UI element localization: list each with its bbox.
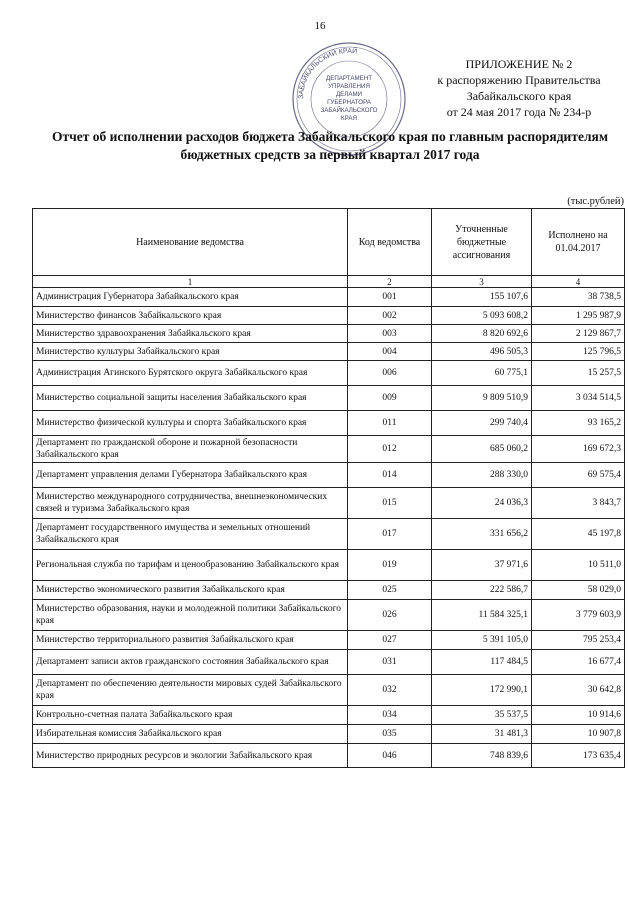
agency-name-cell: Министерство социальной защиты населения Забайкальского края [33, 386, 348, 411]
budget-cell: 299 740,4 [432, 411, 532, 436]
agency-name-cell: Министерство культуры Забайкальского края [33, 343, 348, 361]
agency-name-cell: Департамент по обеспечению деятельности мировых судей Забайкальского края [33, 675, 348, 706]
report-title-line: Отчет об исполнении расходов бюджета Забайкальского края по главным распорядителям [51, 129, 609, 144]
table-row [33, 436, 625, 463]
executed-cell: 795 253,4 [532, 631, 625, 650]
agency-name-cell: Департамент записи актов гражданского состояния Забайкальского края [33, 650, 348, 675]
executed-cell: 58 029,0 [532, 581, 625, 600]
agency-name-cell: Избирательная комиссия Забайкальского края [33, 725, 348, 744]
agency-code-cell: 025 [348, 581, 432, 600]
budget-cell: 11 584 325,1 [432, 600, 532, 631]
agency-code-cell: 015 [348, 488, 432, 519]
agency-code-cell: 009 [348, 386, 432, 411]
table-row [33, 343, 625, 361]
header-budget: Уточненные бюджетные ассигнования [432, 209, 532, 276]
agency-code-cell: 001 [348, 288, 432, 307]
table-row [33, 519, 625, 550]
column-number: 2 [348, 276, 432, 288]
column-number: 1 [33, 276, 348, 288]
table-row [33, 725, 625, 744]
appendix-date: от 24 мая 2017 года № 234-р [446, 105, 592, 119]
appendix-line: Забайкальского края [466, 89, 572, 103]
agency-name-cell: Региональная служба по тарифам и ценообразованию Забайкальского края [33, 550, 348, 581]
table-row [33, 581, 625, 600]
agency-code-cell: 003 [348, 325, 432, 343]
agency-name-cell: Министерство здравоохранения Забайкальского края [33, 325, 348, 343]
agency-name-cell: Министерство образования, науки и молодежной политики Забайкальского края [33, 600, 348, 631]
agency-name-cell: Контрольно-счетная палата Забайкальского края [33, 706, 348, 725]
executed-cell: 10 907,8 [532, 725, 625, 744]
executed-cell: 93 165,2 [532, 411, 625, 436]
table-row [33, 675, 625, 706]
agency-code-cell: 019 [348, 550, 432, 581]
executed-cell: 3 843,7 [532, 488, 625, 519]
budget-cell: 31 481,3 [432, 725, 532, 744]
budget-cell: 60 775,1 [432, 361, 532, 386]
stamp-line: ЗАБАЙКАЛЬСКОГО [320, 107, 378, 114]
report-title-line: бюджетных средств за первый квартал 2017 года [180, 147, 480, 162]
table-row [33, 488, 625, 519]
executed-cell: 10 511,0 [532, 550, 625, 581]
agency-name-cell: Департамент государственного имущества и земельных отношений Забайкальского края [33, 519, 348, 550]
executed-cell: 69 575,4 [532, 463, 625, 488]
expenditure-table [32, 208, 625, 768]
header-code: Код ведомства [348, 209, 432, 276]
agency-name-cell: Министерство международного сотрудничества, внешнеэкономических связей и туризма Забайкальского края [33, 488, 348, 519]
budget-cell: 496 505,3 [432, 343, 532, 361]
table-row [33, 744, 625, 768]
agency-code-cell: 046 [348, 744, 432, 768]
budget-cell: 35 537,5 [432, 706, 532, 725]
table-row [33, 325, 625, 343]
agency-name-cell: Департамент управления делами Губернатора Забайкальского края [33, 463, 348, 488]
agency-code-cell: 004 [348, 343, 432, 361]
stamp-line: ДЕЛАМИ [335, 91, 363, 98]
appendix-block [404, 56, 634, 120]
executed-cell: 173 635,4 [532, 744, 625, 768]
agency-code-cell: 035 [348, 725, 432, 744]
agency-code-cell: 011 [348, 411, 432, 436]
agency-name-cell: Министерство природных ресурсов и экологии Забайкальского края [33, 744, 348, 768]
stamp-line: УПРАВЛЕНИЯ [328, 83, 370, 90]
budget-cell: 117 484,5 [432, 650, 532, 675]
budget-cell: 9 809 510,9 [432, 386, 532, 411]
budget-cell: 172 990,1 [432, 675, 532, 706]
agency-code-cell: 012 [348, 436, 432, 463]
budget-cell: 5 093 608,2 [432, 307, 532, 325]
agency-code-cell: 006 [348, 361, 432, 386]
agency-name-cell: Министерство экономического развития Забайкальского края [33, 581, 348, 600]
agency-code-cell: 017 [348, 519, 432, 550]
executed-cell: 16 677,4 [532, 650, 625, 675]
table-row [33, 650, 625, 675]
executed-cell: 15 257,5 [532, 361, 625, 386]
header-name: Наименование ведомства [33, 209, 348, 276]
table-row [33, 550, 625, 581]
table-row [33, 631, 625, 650]
stamp-line: КРАЯ [341, 115, 357, 122]
table-row [33, 361, 625, 386]
executed-cell: 45 197,8 [532, 519, 625, 550]
budget-cell: 8 820 692,6 [432, 325, 532, 343]
budget-cell: 288 330,0 [432, 463, 532, 488]
budget-cell: 331 656,2 [432, 519, 532, 550]
agency-name-cell: Департамент по гражданской обороне и пожарной безопасности Забайкальского края [33, 436, 348, 463]
agency-name-cell: Министерство финансов Забайкальского края [33, 307, 348, 325]
header-executed: Исполнено на 01.04.2017 [532, 209, 625, 276]
budget-cell: 37 971,6 [432, 550, 532, 581]
report-title [40, 128, 620, 164]
table-row [33, 411, 625, 436]
column-number-row [33, 276, 625, 288]
agency-name-cell: Администрация Губернатора Забайкальского края [33, 288, 348, 307]
agency-code-cell: 034 [348, 706, 432, 725]
table-row [33, 463, 625, 488]
agency-code-cell: 026 [348, 600, 432, 631]
table-row [33, 386, 625, 411]
agency-code-cell: 027 [348, 631, 432, 650]
stamp-ring-text: ЗАБАЙКАЛЬСКИЙ КРАЙ [297, 47, 358, 100]
budget-cell: 155 107,6 [432, 288, 532, 307]
agency-code-cell: 014 [348, 463, 432, 488]
table-row [33, 288, 625, 307]
executed-cell: 169 672,3 [532, 436, 625, 463]
executed-cell: 10 914,6 [532, 706, 625, 725]
executed-cell: 3 034 514,5 [532, 386, 625, 411]
header-row [33, 209, 625, 276]
executed-cell: 3 779 603,9 [532, 600, 625, 631]
units-label: (тыс.рублей) [567, 196, 624, 207]
column-number: 4 [532, 276, 625, 288]
agency-name-cell: Администрация Агинского Бурятского округа Забайкальского края [33, 361, 348, 386]
agency-code-cell: 002 [348, 307, 432, 325]
budget-cell: 5 391 105,0 [432, 631, 532, 650]
executed-cell: 2 129 867,7 [532, 325, 625, 343]
table-row [33, 706, 625, 725]
stamp-line: ДЕПАРТАМЕНТ [326, 75, 372, 82]
executed-cell: 125 796,5 [532, 343, 625, 361]
table-row [33, 600, 625, 631]
executed-cell: 38 738,5 [532, 288, 625, 307]
budget-cell: 748 839,6 [432, 744, 532, 768]
executed-cell: 30 642,8 [532, 675, 625, 706]
table-row [33, 307, 625, 325]
agency-name-cell: Министерство территориального развития Забайкальского края [33, 631, 348, 650]
executed-cell: 1 295 987,9 [532, 307, 625, 325]
agency-name-cell: Министерство физической культуры и спорта Забайкальского края [33, 411, 348, 436]
stamp-line: ГУБЕРНАТОРА [327, 99, 371, 106]
appendix-title: ПРИЛОЖЕНИЕ № 2 [465, 57, 573, 71]
page-number: 16 [314, 20, 326, 32]
column-number: 3 [432, 276, 532, 288]
agency-code-cell: 031 [348, 650, 432, 675]
budget-cell: 222 586,7 [432, 581, 532, 600]
budget-cell: 685 060,2 [432, 436, 532, 463]
agency-code-cell: 032 [348, 675, 432, 706]
appendix-line: к распоряжению Правительства [437, 73, 601, 87]
budget-cell: 24 036,3 [432, 488, 532, 519]
